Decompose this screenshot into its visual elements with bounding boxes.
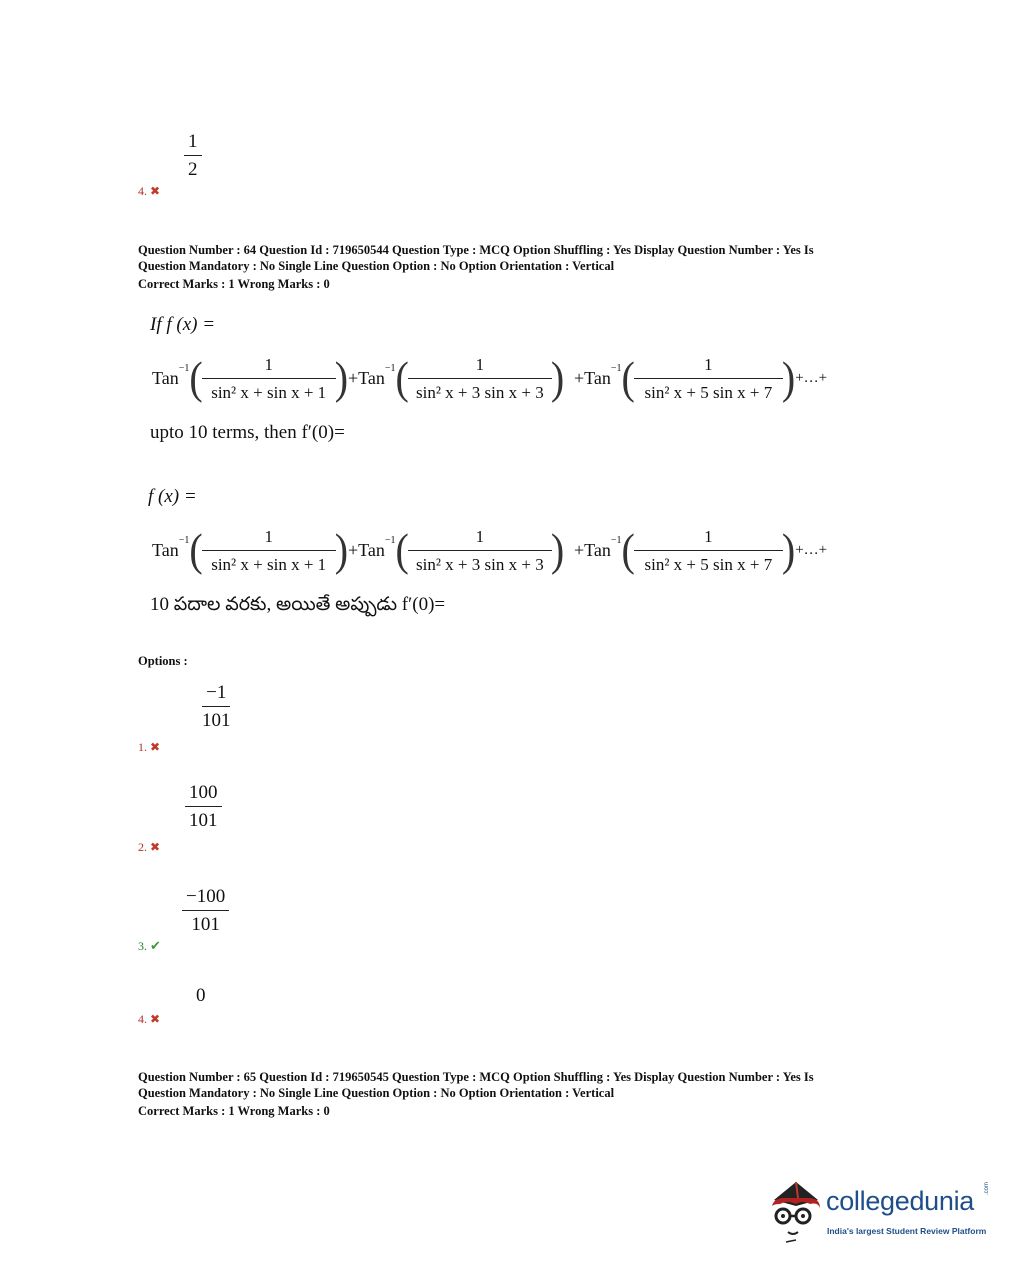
cross-icon: ✖ bbox=[150, 184, 161, 198]
term-denominator: sin² x + 5 sin x + 7 bbox=[644, 382, 773, 402]
plus-sign: + bbox=[574, 367, 585, 388]
collegedunia-logo[interactable] bbox=[766, 1176, 996, 1248]
prev-option-4-fraction bbox=[184, 132, 202, 179]
logo-tagline: India's largest Student Review Platform bbox=[827, 1226, 987, 1236]
q65-metadata bbox=[138, 1069, 898, 1119]
q65-meta-line2: Question Mandatory : No Single Line Question Option : No Option Orientation : Vertical bbox=[138, 1086, 615, 1100]
inverse-exponent: −1 bbox=[384, 534, 396, 546]
option-4-label[interactable] bbox=[138, 1012, 160, 1027]
series-tail: +…+ bbox=[795, 369, 828, 386]
q64-metadata bbox=[138, 242, 898, 292]
inverse-exponent: −1 bbox=[610, 362, 622, 374]
q64-meta-line1: Question Number : 64 Question Id : 719650544 Question Type : MCQ Option Shuffling : Yes Display Question Number : Yes Is bbox=[138, 243, 814, 257]
right-paren: ) bbox=[334, 523, 349, 576]
term-numerator: 1 bbox=[634, 528, 783, 551]
left-paren: ( bbox=[395, 523, 409, 576]
series-tail: +…+ bbox=[795, 541, 828, 558]
series-term-1 bbox=[152, 524, 348, 576]
option-3-fraction bbox=[182, 887, 229, 934]
option-number: 3. bbox=[138, 939, 147, 953]
fraction-numerator: 100 bbox=[185, 783, 222, 807]
logo-com: .com bbox=[984, 1181, 990, 1195]
series-term-3 bbox=[574, 352, 827, 404]
q64-meta-line3: Correct Marks : 1 Wrong Marks : 0 bbox=[138, 277, 330, 291]
q64-telugu-intro: f (x) = bbox=[148, 486, 197, 507]
fraction-denominator: 101 bbox=[189, 810, 218, 831]
option-number: 4. bbox=[138, 184, 147, 198]
plus-sign: + bbox=[348, 367, 359, 388]
tan-label: Tan bbox=[584, 539, 611, 560]
inverse-exponent: −1 bbox=[384, 362, 396, 374]
logo-name: collegedunia bbox=[826, 1186, 975, 1216]
inverse-exponent: −1 bbox=[610, 534, 622, 546]
tan-label: Tan bbox=[358, 367, 385, 388]
cross-icon: ✖ bbox=[150, 740, 161, 754]
term-3-fraction bbox=[636, 356, 781, 401]
q64-english-series bbox=[152, 352, 852, 404]
term-denominator: sin² x + 3 sin x + 3 bbox=[416, 554, 544, 574]
option-number: 2. bbox=[138, 840, 147, 854]
left-paren: ( bbox=[189, 351, 203, 404]
term-3-fraction bbox=[636, 528, 781, 573]
left-paren: ( bbox=[621, 523, 635, 576]
q65-meta-line3: Correct Marks : 1 Wrong Marks : 0 bbox=[138, 1104, 330, 1118]
left-paren: ( bbox=[395, 351, 409, 404]
cross-icon: ✖ bbox=[150, 840, 161, 854]
option-4-value: 0 bbox=[196, 985, 206, 1006]
option-2-fraction bbox=[185, 783, 222, 830]
plus-sign: + bbox=[348, 539, 359, 560]
series-term-3 bbox=[574, 524, 827, 576]
q64-telugu-series bbox=[152, 524, 852, 576]
term-1-fraction bbox=[204, 528, 334, 573]
series-term-2 bbox=[348, 352, 564, 404]
term-2-fraction bbox=[410, 528, 550, 573]
left-paren: ( bbox=[189, 523, 203, 576]
term-numerator: 1 bbox=[202, 528, 336, 551]
option-1-label[interactable] bbox=[138, 740, 160, 755]
tan-label: Tan bbox=[358, 539, 385, 560]
fraction-denominator: 101 bbox=[191, 914, 220, 935]
q65-meta-line1: Question Number : 65 Question Id : 719650545 Question Type : MCQ Option Shuffling : Yes Display Question Number : Yes Is bbox=[138, 1070, 814, 1084]
plus-sign: + bbox=[574, 539, 585, 560]
term-1-fraction bbox=[204, 356, 334, 401]
term-numerator: 1 bbox=[408, 528, 552, 551]
fraction-denominator: 2 bbox=[188, 159, 198, 180]
right-paren: ) bbox=[781, 523, 796, 576]
term-2-fraction bbox=[410, 356, 550, 401]
fraction-denominator: 101 bbox=[202, 710, 231, 731]
series-term-1 bbox=[152, 352, 348, 404]
tan-label: Tan bbox=[152, 367, 179, 388]
option-number: 4. bbox=[138, 1012, 147, 1026]
mascot-icon bbox=[766, 1176, 826, 1246]
q64-telugu-outro: 10 పదాల వరకు, అయితే అప్పుడు f′(0)= bbox=[150, 594, 446, 615]
fraction-numerator: 1 bbox=[184, 132, 202, 156]
term-numerator: 1 bbox=[408, 356, 552, 379]
prev-option-4-label bbox=[138, 184, 160, 199]
option-3-label[interactable] bbox=[138, 938, 161, 954]
term-numerator: 1 bbox=[202, 356, 336, 379]
right-paren: ) bbox=[550, 523, 565, 576]
right-paren: ) bbox=[334, 351, 349, 404]
q64-meta-line2: Question Mandatory : No Single Line Question Option : No Option Orientation : Vertical bbox=[138, 259, 615, 273]
cross-icon: ✖ bbox=[150, 1012, 161, 1026]
fraction-numerator: −1 bbox=[202, 683, 230, 707]
term-denominator: sin² x + sin x + 1 bbox=[211, 382, 327, 402]
tan-label: Tan bbox=[152, 539, 179, 560]
options-heading: Options : bbox=[138, 654, 188, 668]
right-paren: ) bbox=[550, 351, 565, 404]
term-denominator: sin² x + sin x + 1 bbox=[211, 554, 327, 574]
inverse-exponent: −1 bbox=[178, 362, 190, 374]
option-1-fraction bbox=[198, 683, 235, 730]
fraction-numerator: −100 bbox=[182, 887, 229, 911]
term-denominator: sin² x + 3 sin x + 3 bbox=[416, 382, 544, 402]
inverse-exponent: −1 bbox=[178, 534, 190, 546]
option-2-label[interactable] bbox=[138, 840, 160, 855]
option-number: 1. bbox=[138, 740, 147, 754]
tan-label: Tan bbox=[584, 367, 611, 388]
term-denominator: sin² x + 5 sin x + 7 bbox=[644, 554, 773, 574]
left-paren: ( bbox=[621, 351, 635, 404]
series-term-2 bbox=[348, 524, 564, 576]
q64-english-outro: upto 10 terms, then f′(0)= bbox=[150, 422, 345, 443]
q64-english-intro: If f (x) = bbox=[150, 314, 216, 335]
check-icon: ✔ bbox=[150, 938, 161, 953]
right-paren: ) bbox=[781, 351, 796, 404]
term-numerator: 1 bbox=[634, 356, 783, 379]
